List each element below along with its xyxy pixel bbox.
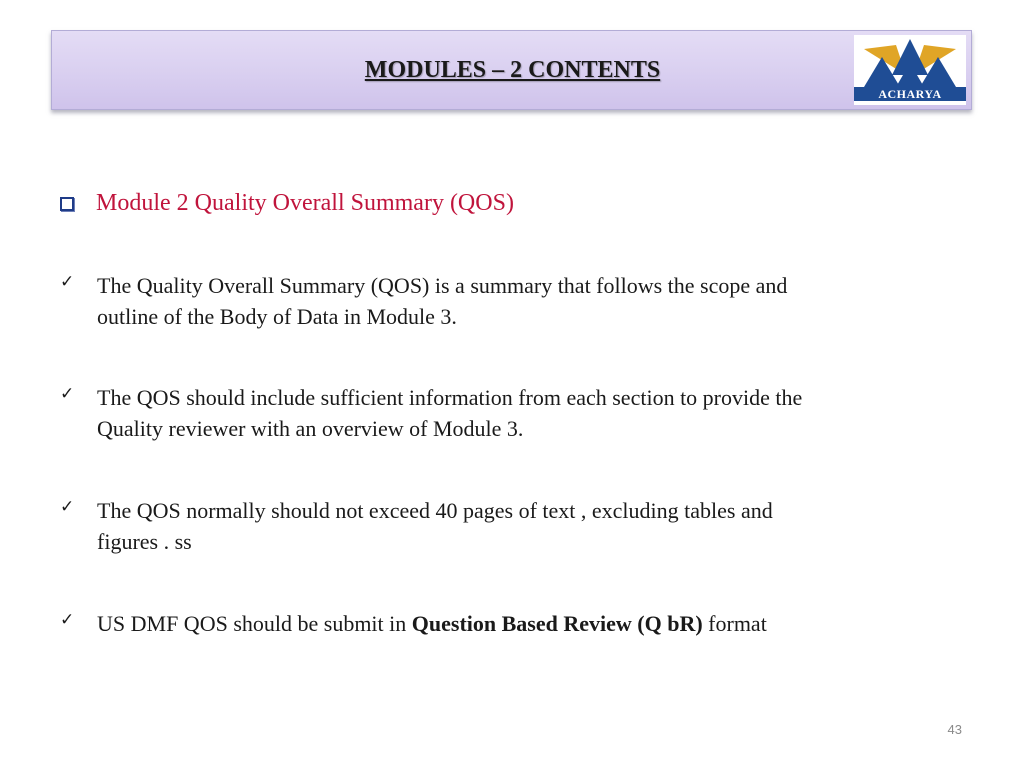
list-item xyxy=(60,382,960,444)
acharya-logo xyxy=(854,35,966,105)
checkmark-icon: ✓ xyxy=(60,384,75,404)
list-item-text: US DMF QOS should be submit in Question Based Review (Q bR) format xyxy=(97,611,767,636)
list-item-text: The QOS should include sufficient information from each section to provide the Quality reviewer with an overview of Module 3. xyxy=(97,385,803,441)
checkmark-icon: ✓ xyxy=(60,272,75,292)
page-number: 43 xyxy=(947,722,962,737)
module-heading xyxy=(60,186,514,220)
list-item-text: The QOS normally should not exceed 40 pages of text , excluding tables and figures . ss xyxy=(97,498,773,554)
list-item xyxy=(60,495,960,557)
checkmark-icon: ✓ xyxy=(60,497,75,517)
square-bullet-icon xyxy=(60,197,74,211)
list-item-text: The Quality Overall Summary (QOS) is a summary that follows the scope and outline of the Body of Data in Module 3. xyxy=(97,273,788,329)
module-heading-text: Module 2 Quality Overall Summary (QOS) xyxy=(96,190,514,216)
logo-emblem-icon xyxy=(854,35,966,89)
logo-wordmark: ACHARYA xyxy=(854,87,966,101)
emphasis-text: Question Based Review (Q bR) xyxy=(411,611,703,636)
list-item xyxy=(60,608,960,639)
header-bar xyxy=(51,30,972,110)
checkmark-icon: ✓ xyxy=(60,610,75,630)
list-item xyxy=(60,270,960,332)
page-title: MODULES – 2 CONTENTS xyxy=(364,57,661,83)
